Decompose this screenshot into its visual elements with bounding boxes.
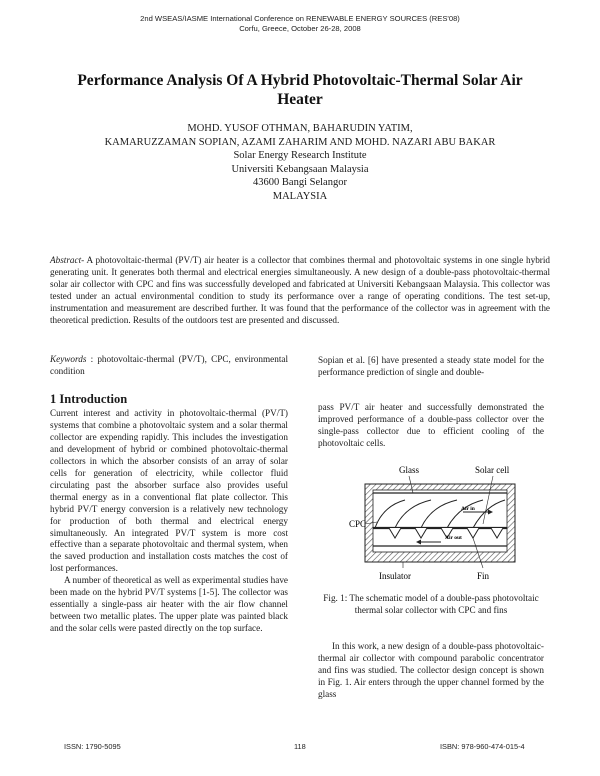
- collector-schematic: [313, 462, 553, 592]
- left-column: [50, 408, 288, 635]
- intro-paragraph-1: Current interest and activity in photovoltaic-thermal (PV/T) systems that combine a photovoltaic system and a solar thermal collector are expending rapidly. This includes the investigation and development of hybrid or combined photovoltaic-thermal collectors in which the absorber consists of an array of solar cells for generation of electricity, while collector fluid circulating past the absorber surface also provides useful thermal energy as in a conventional flat plate collector. This hybrid PV/T energy conversion is a relatively new technology for production of both thermal and electrical energy simultaneously. An integrated PV/T system is more cost effective than a separate photovoltaic and thermal system, when the saved production and installation costs matches the cost of lost performances.: [50, 408, 288, 574]
- intro-paragraph-2: A number of theoretical as well as experimental studies have been made on the hybrid PV/T systems [1-5]. The collector was essentially a single-pass air heater with the air flow channel between two metallic plates. The upper plate was painted black and the solar cells were pasted directly on the top surface.: [50, 575, 288, 634]
- right-paragraph-1: Sopian et al. [6] have presented a steady state model for the performance prediction of single and double-: [318, 355, 544, 377]
- affiliation-institute: Solar Energy Research Institute: [233, 150, 367, 161]
- label-solar-cell: Solar cell: [475, 465, 510, 475]
- keywords-label: Keywords: [50, 354, 87, 364]
- footer-isbn: ISBN: 978-960-474-015-4: [440, 742, 525, 751]
- affiliation-country: MALAYSIA: [272, 190, 328, 202]
- affiliation-university: Universiti Kebangsaan Malaysia: [231, 163, 369, 175]
- conference-header: [0, 14, 600, 34]
- right-column-middle: [318, 402, 544, 450]
- label-glass: Glass: [399, 465, 419, 475]
- section-heading-introduction: 1 Introduction: [50, 392, 128, 406]
- label-air-out: Air out: [445, 535, 462, 541]
- label-insulator: Insulator: [379, 571, 411, 581]
- affiliation-address: 43600 Bangi Selangor: [253, 177, 347, 188]
- author-block: [40, 122, 560, 203]
- abstract-text: A photovoltaic-thermal (PV/T) air heater is a collector that combines thermal and photovoltaic systems in one single hybrid generating unit. It generates both thermal and electrical energies simultaneously. A new design of a double-pass photovoltaic-thermal solar air collector with CPC and fins was successfully developed and fabricated at Universiti Kebangsaan Malaysia. This collector was tested under an actual environmental condition to study its performance over a range of operating conditions. The test set-up, instrumentation and measurement are described further. It was found that the performance of the collector was in agreement with the theoretical prediction. Results of the outdoors test are presented and discussed.: [50, 255, 550, 325]
- figure-1-caption: Fig. 1: The schematic model of a double-pass photovoltaic thermal solar collector with CPC and fins: [323, 593, 539, 615]
- paper-title: Performance Analysis Of A Hybrid Photovoltaic-Thermal Solar Air Heater: [77, 72, 523, 108]
- abstract: [50, 255, 550, 326]
- figure-1: [313, 462, 553, 612]
- conference-line-1: 2nd WSEAS/IASME International Conference on RENEWABLE ENERGY SOURCES (RES'08): [140, 14, 460, 23]
- label-air-in: Air in: [461, 506, 475, 512]
- right-paragraph-3: In this work, a new design of a double-pass photovoltaic-thermal air collector with compound parabolic concentrator and fins was studied. The collector design concept is shown in Fig. 1. Air enters through the upper channel formed by the glass: [318, 641, 544, 699]
- abstract-label: Abstract-: [50, 255, 85, 265]
- keywords-text: : photovoltaic-thermal (PV/T), CPC, environmental condition: [50, 354, 288, 376]
- author-line-1: MOHD. YUSOF OTHMAN, BAHARUDIN YATIM,: [187, 123, 413, 134]
- keywords: [50, 353, 288, 377]
- air-channel: [373, 490, 507, 552]
- conference-line-2: Corfu, Greece, October 26-28, 2008: [239, 24, 361, 33]
- label-cpc: CPC: [349, 519, 367, 529]
- label-fin: Fin: [477, 571, 490, 581]
- right-column-top: [318, 355, 544, 379]
- author-line-2: KAMARUZZAMAN SOPIAN, AZAMI ZAHARIM AND MOHD. NAZARI ABU BAKAR: [104, 136, 496, 148]
- right-column-bottom: [318, 641, 544, 701]
- footer-page-number: 118: [294, 742, 306, 751]
- right-paragraph-2: pass PV/T air heater and successfully demonstrated the improved performance of a double-pass collector over the single-pass collector due to efficient cooling of the photovoltaic cells.: [318, 402, 544, 448]
- footer-issn: ISSN: 1790-5095: [64, 742, 121, 751]
